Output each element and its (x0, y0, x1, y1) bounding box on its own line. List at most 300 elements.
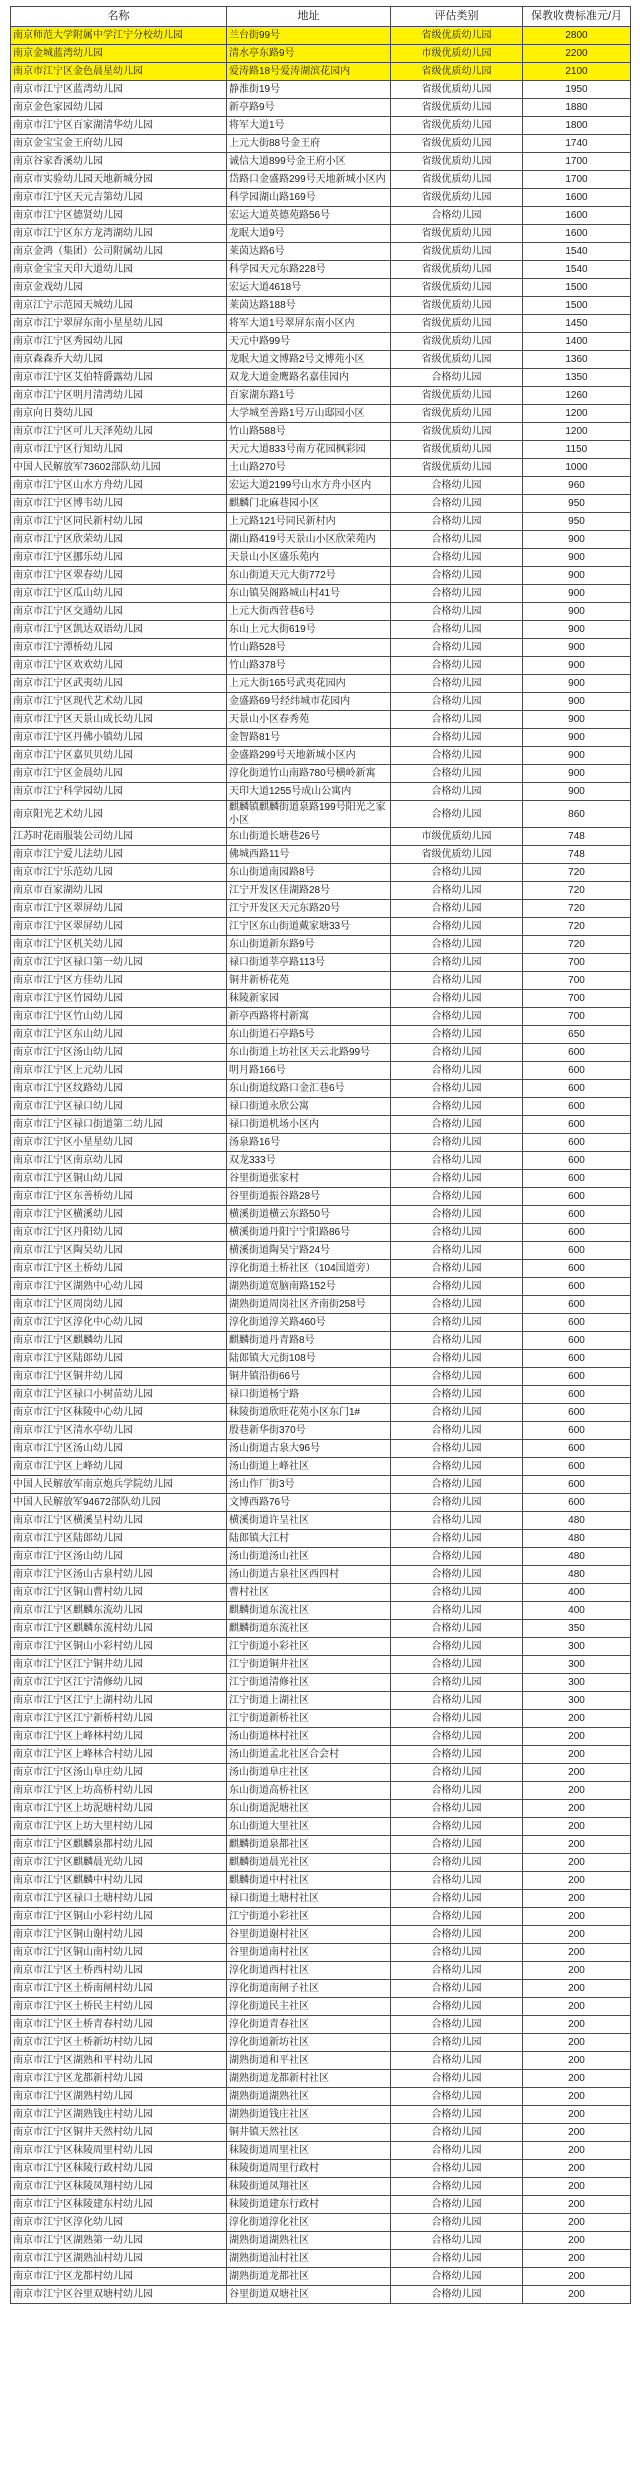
cell-fee: 900 (523, 747, 631, 765)
cell-address: 淳化街道民主社区 (227, 1998, 391, 2016)
cell-category: 合格幼儿园 (391, 1746, 523, 1764)
cell-fee: 950 (523, 495, 631, 513)
cell-address: 科学园天元东路228号 (227, 261, 391, 279)
cell-name: 中国人民解放军73602部队幼儿园 (11, 459, 227, 477)
cell-fee: 200 (523, 1872, 631, 1890)
cell-category: 合格幼儿园 (391, 1602, 523, 1620)
cell-name: 南京师范大学附属中学江宁分校幼儿园 (11, 27, 227, 45)
cell-category: 合格幼儿园 (391, 1062, 523, 1080)
cell-fee: 900 (523, 549, 631, 567)
cell-category: 合格幼儿园 (391, 1098, 523, 1116)
cell-category: 合格幼儿园 (391, 639, 523, 657)
cell-address: 湖熟街道汕村社区 (227, 2250, 391, 2268)
cell-name: 南京市江宁区龙都村幼儿园 (11, 2268, 227, 2286)
cell-name: 南京市江宁区挪乐幼儿园 (11, 549, 227, 567)
cell-category: 省级优质幼儿园 (391, 423, 523, 441)
table-row (11, 918, 631, 936)
cell-category: 合格幼儿园 (391, 1386, 523, 1404)
cell-name: 南京市江宁区丹阳幼儿园 (11, 1224, 227, 1242)
cell-category: 合格幼儿园 (391, 1872, 523, 1890)
cell-name: 南京市江宁区土桥民主村幼儿园 (11, 1998, 227, 2016)
cell-category: 合格幼儿园 (391, 1476, 523, 1494)
cell-name: 南京市江宁区禄口街道第二幼儿园 (11, 1116, 227, 1134)
cell-address: 天元大道833号南方花园枫彩园 (227, 441, 391, 459)
table-row (11, 585, 631, 603)
table-row (11, 117, 631, 135)
cell-fee: 720 (523, 936, 631, 954)
cell-name: 南京市江宁区可儿天泽苑幼儿园 (11, 423, 227, 441)
cell-address: 淳化街道淳化社区 (227, 2214, 391, 2232)
cell-category: 合格幼儿园 (391, 1278, 523, 1296)
cell-fee: 200 (523, 1836, 631, 1854)
table-row (11, 2232, 631, 2250)
table-row (11, 1404, 631, 1422)
cell-address: 上元大街165号武夷花园内 (227, 675, 391, 693)
table-row (11, 567, 631, 585)
cell-fee: 900 (523, 729, 631, 747)
cell-address: 禄口街道杨宁路 (227, 1386, 391, 1404)
cell-address: 江宁街道铜井社区 (227, 1656, 391, 1674)
cell-name: 南京金色家园幼儿园 (11, 99, 227, 117)
cell-category: 合格幼儿园 (391, 513, 523, 531)
cell-name: 南京市江宁区上峰林合村幼儿园 (11, 1746, 227, 1764)
cell-address: 江宁区东山街道戴家塘33号 (227, 918, 391, 936)
table-row (11, 1080, 631, 1098)
cell-fee: 960 (523, 477, 631, 495)
cell-name: 南京市江宁区欢欢幼儿园 (11, 657, 227, 675)
cell-address: 淳化街道土桥社区（104国道旁） (227, 1260, 391, 1278)
cell-category: 合格幼儿园 (391, 2160, 523, 2178)
cell-fee: 200 (523, 1980, 631, 1998)
cell-name: 南京阳光艺术幼儿园 (11, 801, 227, 828)
table-row (11, 405, 631, 423)
cell-category: 合格幼儿园 (391, 990, 523, 1008)
cell-address: 莱茵达路188号 (227, 297, 391, 315)
cell-name: 南京市江宁区百家湖清华幼儿园 (11, 117, 227, 135)
table-row (11, 1764, 631, 1782)
cell-category: 合格幼儿园 (391, 1890, 523, 1908)
cell-category: 合格幼儿园 (391, 675, 523, 693)
cell-category: 合格幼儿园 (391, 1674, 523, 1692)
cell-name: 江苏时花雨服装公司幼儿园 (11, 828, 227, 846)
table-row (11, 1242, 631, 1260)
table-row (11, 1602, 631, 1620)
cell-name: 南京市江宁区麒麟东流幼儿园 (11, 1602, 227, 1620)
cell-address: 汤山街道汤山社区 (227, 1548, 391, 1566)
cell-address: 新亭西路将村新寓 (227, 1008, 391, 1026)
cell-category: 合格幼儿园 (391, 1080, 523, 1098)
cell-name: 南京市江宁区麒麟幼儿园 (11, 1332, 227, 1350)
cell-fee: 480 (523, 1512, 631, 1530)
cell-name: 南京市江宁区汤山古泉村幼儿园 (11, 1566, 227, 1584)
cell-category: 合格幼儿园 (391, 747, 523, 765)
cell-address: 岱路口金盛路299号天地新城小区内 (227, 171, 391, 189)
cell-address: 东山街道南园路8号 (227, 864, 391, 882)
cell-fee: 300 (523, 1656, 631, 1674)
cell-address: 天印大道1255号成山公寓内 (227, 783, 391, 801)
table-row (11, 495, 631, 513)
table-row (11, 1278, 631, 1296)
cell-category: 合格幼儿园 (391, 2142, 523, 2160)
cell-name: 南京市江宁区铜山谢村幼儿园 (11, 1926, 227, 1944)
cell-category: 省级优质幼儿园 (391, 171, 523, 189)
cell-fee: 900 (523, 783, 631, 801)
cell-fee: 200 (523, 1890, 631, 1908)
cell-fee: 900 (523, 603, 631, 621)
cell-address: 麒麟镇麒麟街道泉路199号阳光之家小区 (227, 801, 391, 828)
table-row (11, 153, 631, 171)
cell-category: 合格幼儿园 (391, 2088, 523, 2106)
cell-fee: 600 (523, 1314, 631, 1332)
cell-fee: 1200 (523, 423, 631, 441)
cell-fee: 600 (523, 1242, 631, 1260)
cell-category: 合格幼儿园 (391, 2124, 523, 2142)
cell-name: 南京金宝宝天印大道幼儿园 (11, 261, 227, 279)
cell-fee: 400 (523, 1602, 631, 1620)
cell-address: 秣陵街道凤翔社区 (227, 2178, 391, 2196)
cell-address: 金盛路299号天地新城小区内 (227, 747, 391, 765)
cell-name: 南京市江宁区湖熟中心幼儿园 (11, 1278, 227, 1296)
cell-address: 淳化街道青春社区 (227, 2016, 391, 2034)
table-row (11, 315, 631, 333)
cell-name: 南京市江宁区麒麟泉都村幼儿园 (11, 1836, 227, 1854)
cell-fee: 900 (523, 621, 631, 639)
table-row (11, 1368, 631, 1386)
table-row (11, 1548, 631, 1566)
cell-fee: 900 (523, 567, 631, 585)
cell-name: 南京市江宁潭桥幼儿园 (11, 639, 227, 657)
table-row (11, 225, 631, 243)
cell-name: 南京市江宁区上元幼儿园 (11, 1062, 227, 1080)
cell-fee: 1260 (523, 387, 631, 405)
cell-category: 合格幼儿园 (391, 2268, 523, 2286)
cell-category: 合格幼儿园 (391, 765, 523, 783)
cell-fee: 600 (523, 1368, 631, 1386)
cell-fee: 1880 (523, 99, 631, 117)
cell-name: 南京市江宁区铜山小彩村幼儿园 (11, 1638, 227, 1656)
cell-name: 南京市百家湖幼儿园 (11, 882, 227, 900)
cell-category: 合格幼儿园 (391, 477, 523, 495)
table-row (11, 2268, 631, 2286)
cell-name: 南京金城蓝湾幼儿园 (11, 45, 227, 63)
cell-name: 南京市江宁区秣陵建东村幼儿园 (11, 2196, 227, 2214)
cell-category: 合格幼儿园 (391, 567, 523, 585)
cell-category: 合格幼儿园 (391, 531, 523, 549)
cell-address: 汤泉路16号 (227, 1134, 391, 1152)
cell-name: 南京市江宁区禄口土塘村幼儿园 (11, 1890, 227, 1908)
cell-fee: 1600 (523, 189, 631, 207)
cell-category: 合格幼儿园 (391, 1134, 523, 1152)
cell-fee: 300 (523, 1674, 631, 1692)
cell-category: 市级优质幼儿园 (391, 828, 523, 846)
cell-name: 南京市江宁区土桥西村幼儿园 (11, 1962, 227, 1980)
table-row (11, 1512, 631, 1530)
kindergarten-fee-table (10, 6, 631, 2304)
table-row (11, 1098, 631, 1116)
cell-name: 南京市江宁爱儿法幼儿园 (11, 846, 227, 864)
cell-address: 明月路166号 (227, 1062, 391, 1080)
cell-fee: 200 (523, 2196, 631, 2214)
cell-address: 淳化街道西村社区 (227, 1962, 391, 1980)
cell-name: 南京市江宁区汤山阜庄幼儿园 (11, 1764, 227, 1782)
table-row (11, 333, 631, 351)
cell-fee: 748 (523, 846, 631, 864)
cell-address: 将军大道1号翠屏东南小区内 (227, 315, 391, 333)
cell-category: 省级优质幼儿园 (391, 27, 523, 45)
cell-category: 合格幼儿园 (391, 1818, 523, 1836)
cell-address: 大学城至善路1号万山邸园小区 (227, 405, 391, 423)
table-row (11, 801, 631, 828)
cell-fee: 2200 (523, 45, 631, 63)
cell-fee: 600 (523, 1422, 631, 1440)
cell-address: 东山街道大里社区 (227, 1818, 391, 1836)
table-row (11, 2214, 631, 2232)
table-row (11, 1890, 631, 1908)
cell-category: 合格幼儿园 (391, 1422, 523, 1440)
cell-fee: 200 (523, 1962, 631, 1980)
cell-name: 南京市江宁区铜山小彩村幼儿园 (11, 1908, 227, 1926)
cell-fee: 480 (523, 1530, 631, 1548)
cell-fee: 200 (523, 2124, 631, 2142)
cell-category: 合格幼儿园 (391, 1332, 523, 1350)
cell-fee: 600 (523, 1440, 631, 1458)
cell-fee: 200 (523, 1728, 631, 1746)
table-row (11, 954, 631, 972)
cell-category: 合格幼儿园 (391, 1206, 523, 1224)
cell-address: 淳化街道淳关路460号 (227, 1314, 391, 1332)
table-row (11, 2106, 631, 2124)
cell-fee: 200 (523, 2034, 631, 2052)
table-row (11, 63, 631, 81)
cell-name: 南京市江宁区嘉贝贝幼儿园 (11, 747, 227, 765)
cell-fee: 950 (523, 513, 631, 531)
cell-category: 合格幼儿园 (391, 918, 523, 936)
cell-address: 东山上元大街619号 (227, 621, 391, 639)
table-row (11, 1386, 631, 1404)
cell-name: 南京市江宁区翠屏幼儿园 (11, 918, 227, 936)
cell-address: 麒麟街道泉都社区 (227, 1836, 391, 1854)
cell-fee: 900 (523, 531, 631, 549)
table-row (11, 657, 631, 675)
cell-fee: 200 (523, 2088, 631, 2106)
table-row (11, 1638, 631, 1656)
cell-name: 南京市江宁乐范幼儿园 (11, 864, 227, 882)
cell-name: 南京市江宁区翠屏幼儿园 (11, 900, 227, 918)
cell-name: 南京市江宁区铜山曹村幼儿园 (11, 1584, 227, 1602)
cell-fee: 600 (523, 1152, 631, 1170)
cell-fee: 200 (523, 1926, 631, 1944)
cell-name: 南京市实验幼儿园天地新城分园 (11, 171, 227, 189)
cell-category: 合格幼儿园 (391, 1116, 523, 1134)
cell-category: 省级优质幼儿园 (391, 333, 523, 351)
cell-fee: 700 (523, 972, 631, 990)
cell-fee: 900 (523, 585, 631, 603)
cell-address: 横溪街道许呈社区 (227, 1512, 391, 1530)
table-row (11, 1008, 631, 1026)
cell-name: 南京市江宁区淳化幼儿园 (11, 2214, 227, 2232)
cell-name: 南京向日葵幼儿园 (11, 405, 227, 423)
header-category: 评估类别 (391, 7, 523, 27)
table-row (11, 2088, 631, 2106)
cell-address: 江宁开发区佳湖路28号 (227, 882, 391, 900)
table-row (11, 1476, 631, 1494)
cell-fee: 300 (523, 1692, 631, 1710)
cell-name: 南京市江宁区陆郎幼儿园 (11, 1350, 227, 1368)
cell-name: 南京市江宁区金晨幼儿园 (11, 765, 227, 783)
cell-name: 南京市江宁区秣陵凤翔村幼儿园 (11, 2178, 227, 2196)
cell-category: 合格幼儿园 (391, 972, 523, 990)
table-row (11, 1908, 631, 1926)
table-row (11, 1170, 631, 1188)
cell-name: 中国人民解放军南京炮兵学院幼儿园 (11, 1476, 227, 1494)
cell-category: 合格幼儿园 (391, 711, 523, 729)
cell-address: 湖山路419号天景山小区欣荣苑内 (227, 531, 391, 549)
cell-fee: 200 (523, 2052, 631, 2070)
cell-fee: 600 (523, 1494, 631, 1512)
cell-category: 合格幼儿园 (391, 1620, 523, 1638)
cell-category: 市级优质幼儿园 (391, 45, 523, 63)
cell-fee: 1700 (523, 153, 631, 171)
cell-name: 南京市江宁区翠春幼儿园 (11, 567, 227, 585)
table-row (11, 1188, 631, 1206)
cell-category: 合格幼儿园 (391, 2052, 523, 2070)
cell-fee: 700 (523, 954, 631, 972)
cell-address: 竹山路378号 (227, 657, 391, 675)
cell-address: 陆郎镇大江村 (227, 1530, 391, 1548)
table-body (11, 27, 631, 2304)
cell-name: 南京市江宁区麒麟晨光幼儿园 (11, 1854, 227, 1872)
table-row (11, 297, 631, 315)
cell-name: 南京市江宁区瓜山幼儿园 (11, 585, 227, 603)
table-row (11, 1152, 631, 1170)
cell-address: 汤山作厂街3号 (227, 1476, 391, 1494)
cell-fee: 600 (523, 1458, 631, 1476)
cell-category: 省级优质幼儿园 (391, 63, 523, 81)
cell-fee: 600 (523, 1170, 631, 1188)
table-row (11, 351, 631, 369)
table-row (11, 1944, 631, 1962)
cell-category: 省级优质幼儿园 (391, 81, 523, 99)
cell-address: 麒麟街道东流社区 (227, 1602, 391, 1620)
table-row (11, 693, 631, 711)
cell-fee: 650 (523, 1026, 631, 1044)
cell-address: 土山路270号 (227, 459, 391, 477)
cell-address: 麒麟街道晨光社区 (227, 1854, 391, 1872)
cell-address: 禄口街道土塘村社区 (227, 1890, 391, 1908)
cell-fee: 860 (523, 801, 631, 828)
table-row (11, 1260, 631, 1278)
table-row (11, 459, 631, 477)
cell-fee: 1150 (523, 441, 631, 459)
cell-name: 南京市江宁区天元吉第幼儿园 (11, 189, 227, 207)
table-row (11, 639, 631, 657)
table-row (11, 171, 631, 189)
table-row (11, 675, 631, 693)
cell-fee: 600 (523, 1260, 631, 1278)
table-row (11, 99, 631, 117)
cell-category: 合格幼儿园 (391, 1962, 523, 1980)
cell-category: 合格幼儿园 (391, 1692, 523, 1710)
cell-category: 合格幼儿园 (391, 1584, 523, 1602)
cell-category: 合格幼儿园 (391, 1026, 523, 1044)
table-row (11, 1332, 631, 1350)
cell-name: 南京市江宁区东善桥幼儿园 (11, 1188, 227, 1206)
cell-address: 湖熟街道周岗社区齐南街258号 (227, 1296, 391, 1314)
table-row (11, 765, 631, 783)
cell-fee: 200 (523, 2250, 631, 2268)
cell-name: 南京市江宁区陆郎幼儿园 (11, 1530, 227, 1548)
cell-name: 南京市江宁区铜山南村幼儿园 (11, 1944, 227, 1962)
cell-address: 东山街道长塘巷26号 (227, 828, 391, 846)
cell-address: 东山街道泥塘社区 (227, 1800, 391, 1818)
table-row (11, 2196, 631, 2214)
cell-name: 南京市江宁区汤山幼儿园 (11, 1548, 227, 1566)
table-row (11, 2034, 631, 2052)
cell-address: 谷里街道双塘社区 (227, 2286, 391, 2304)
cell-category: 合格幼儿园 (391, 1656, 523, 1674)
cell-name: 南京市江宁区小星星幼儿园 (11, 1134, 227, 1152)
cell-category: 合格幼儿园 (391, 2034, 523, 2052)
cell-name: 南京市江宁区东山幼儿园 (11, 1026, 227, 1044)
cell-name: 南京市江宁区南京幼儿园 (11, 1152, 227, 1170)
cell-address: 铜井镇天然社区 (227, 2124, 391, 2142)
cell-name: 南京市江宁区湖熟村幼儿园 (11, 2088, 227, 2106)
cell-address: 宏运大道英德苑路56号 (227, 207, 391, 225)
cell-fee: 600 (523, 1080, 631, 1098)
table-row (11, 1710, 631, 1728)
cell-address: 秣陵新家园 (227, 990, 391, 1008)
cell-fee: 600 (523, 1098, 631, 1116)
cell-address: 东山街道纹路口金汇巷6号 (227, 1080, 391, 1098)
cell-name: 南京金鸿（集团）公司附属幼儿园 (11, 243, 227, 261)
cell-address: 科学园湖山路169号 (227, 189, 391, 207)
table-row (11, 261, 631, 279)
cell-address: 静淮街19号 (227, 81, 391, 99)
cell-fee: 900 (523, 657, 631, 675)
cell-name: 南京市江宁区麒麟东流村幼儿园 (11, 1620, 227, 1638)
cell-category: 合格幼儿园 (391, 1854, 523, 1872)
cell-fee: 1600 (523, 225, 631, 243)
cell-name: 南京森森乔大幼儿园 (11, 351, 227, 369)
cell-category: 合格幼儿园 (391, 1170, 523, 1188)
cell-fee: 600 (523, 1350, 631, 1368)
cell-address: 江宁街道上湖社区 (227, 1692, 391, 1710)
cell-fee: 480 (523, 1548, 631, 1566)
cell-address: 龙眠大道9号 (227, 225, 391, 243)
cell-category: 合格幼儿园 (391, 1224, 523, 1242)
cell-fee: 1400 (523, 333, 631, 351)
cell-fee: 200 (523, 1746, 631, 1764)
table-row (11, 1980, 631, 1998)
cell-category: 合格幼儿园 (391, 2232, 523, 2250)
cell-name: 南京市江宁区上峰林村幼儿园 (11, 1728, 227, 1746)
cell-address: 江宁街道清修社区 (227, 1674, 391, 1692)
cell-fee: 200 (523, 1764, 631, 1782)
cell-category: 合格幼儿园 (391, 657, 523, 675)
cell-fee: 600 (523, 1332, 631, 1350)
cell-fee: 720 (523, 882, 631, 900)
cell-address: 江宁街道小彩社区 (227, 1638, 391, 1656)
table-row (11, 1296, 631, 1314)
cell-category: 省级优质幼儿园 (391, 189, 523, 207)
cell-category: 合格幼儿园 (391, 2214, 523, 2232)
cell-name: 南京市江宁区禄口幼儿园 (11, 1098, 227, 1116)
table-row (11, 2250, 631, 2268)
cell-name: 南京市江宁区江宁新桥村幼儿园 (11, 1710, 227, 1728)
table-row (11, 990, 631, 1008)
table-row (11, 27, 631, 45)
cell-name: 南京市江宁区土桥新坊村幼儿园 (11, 2034, 227, 2052)
